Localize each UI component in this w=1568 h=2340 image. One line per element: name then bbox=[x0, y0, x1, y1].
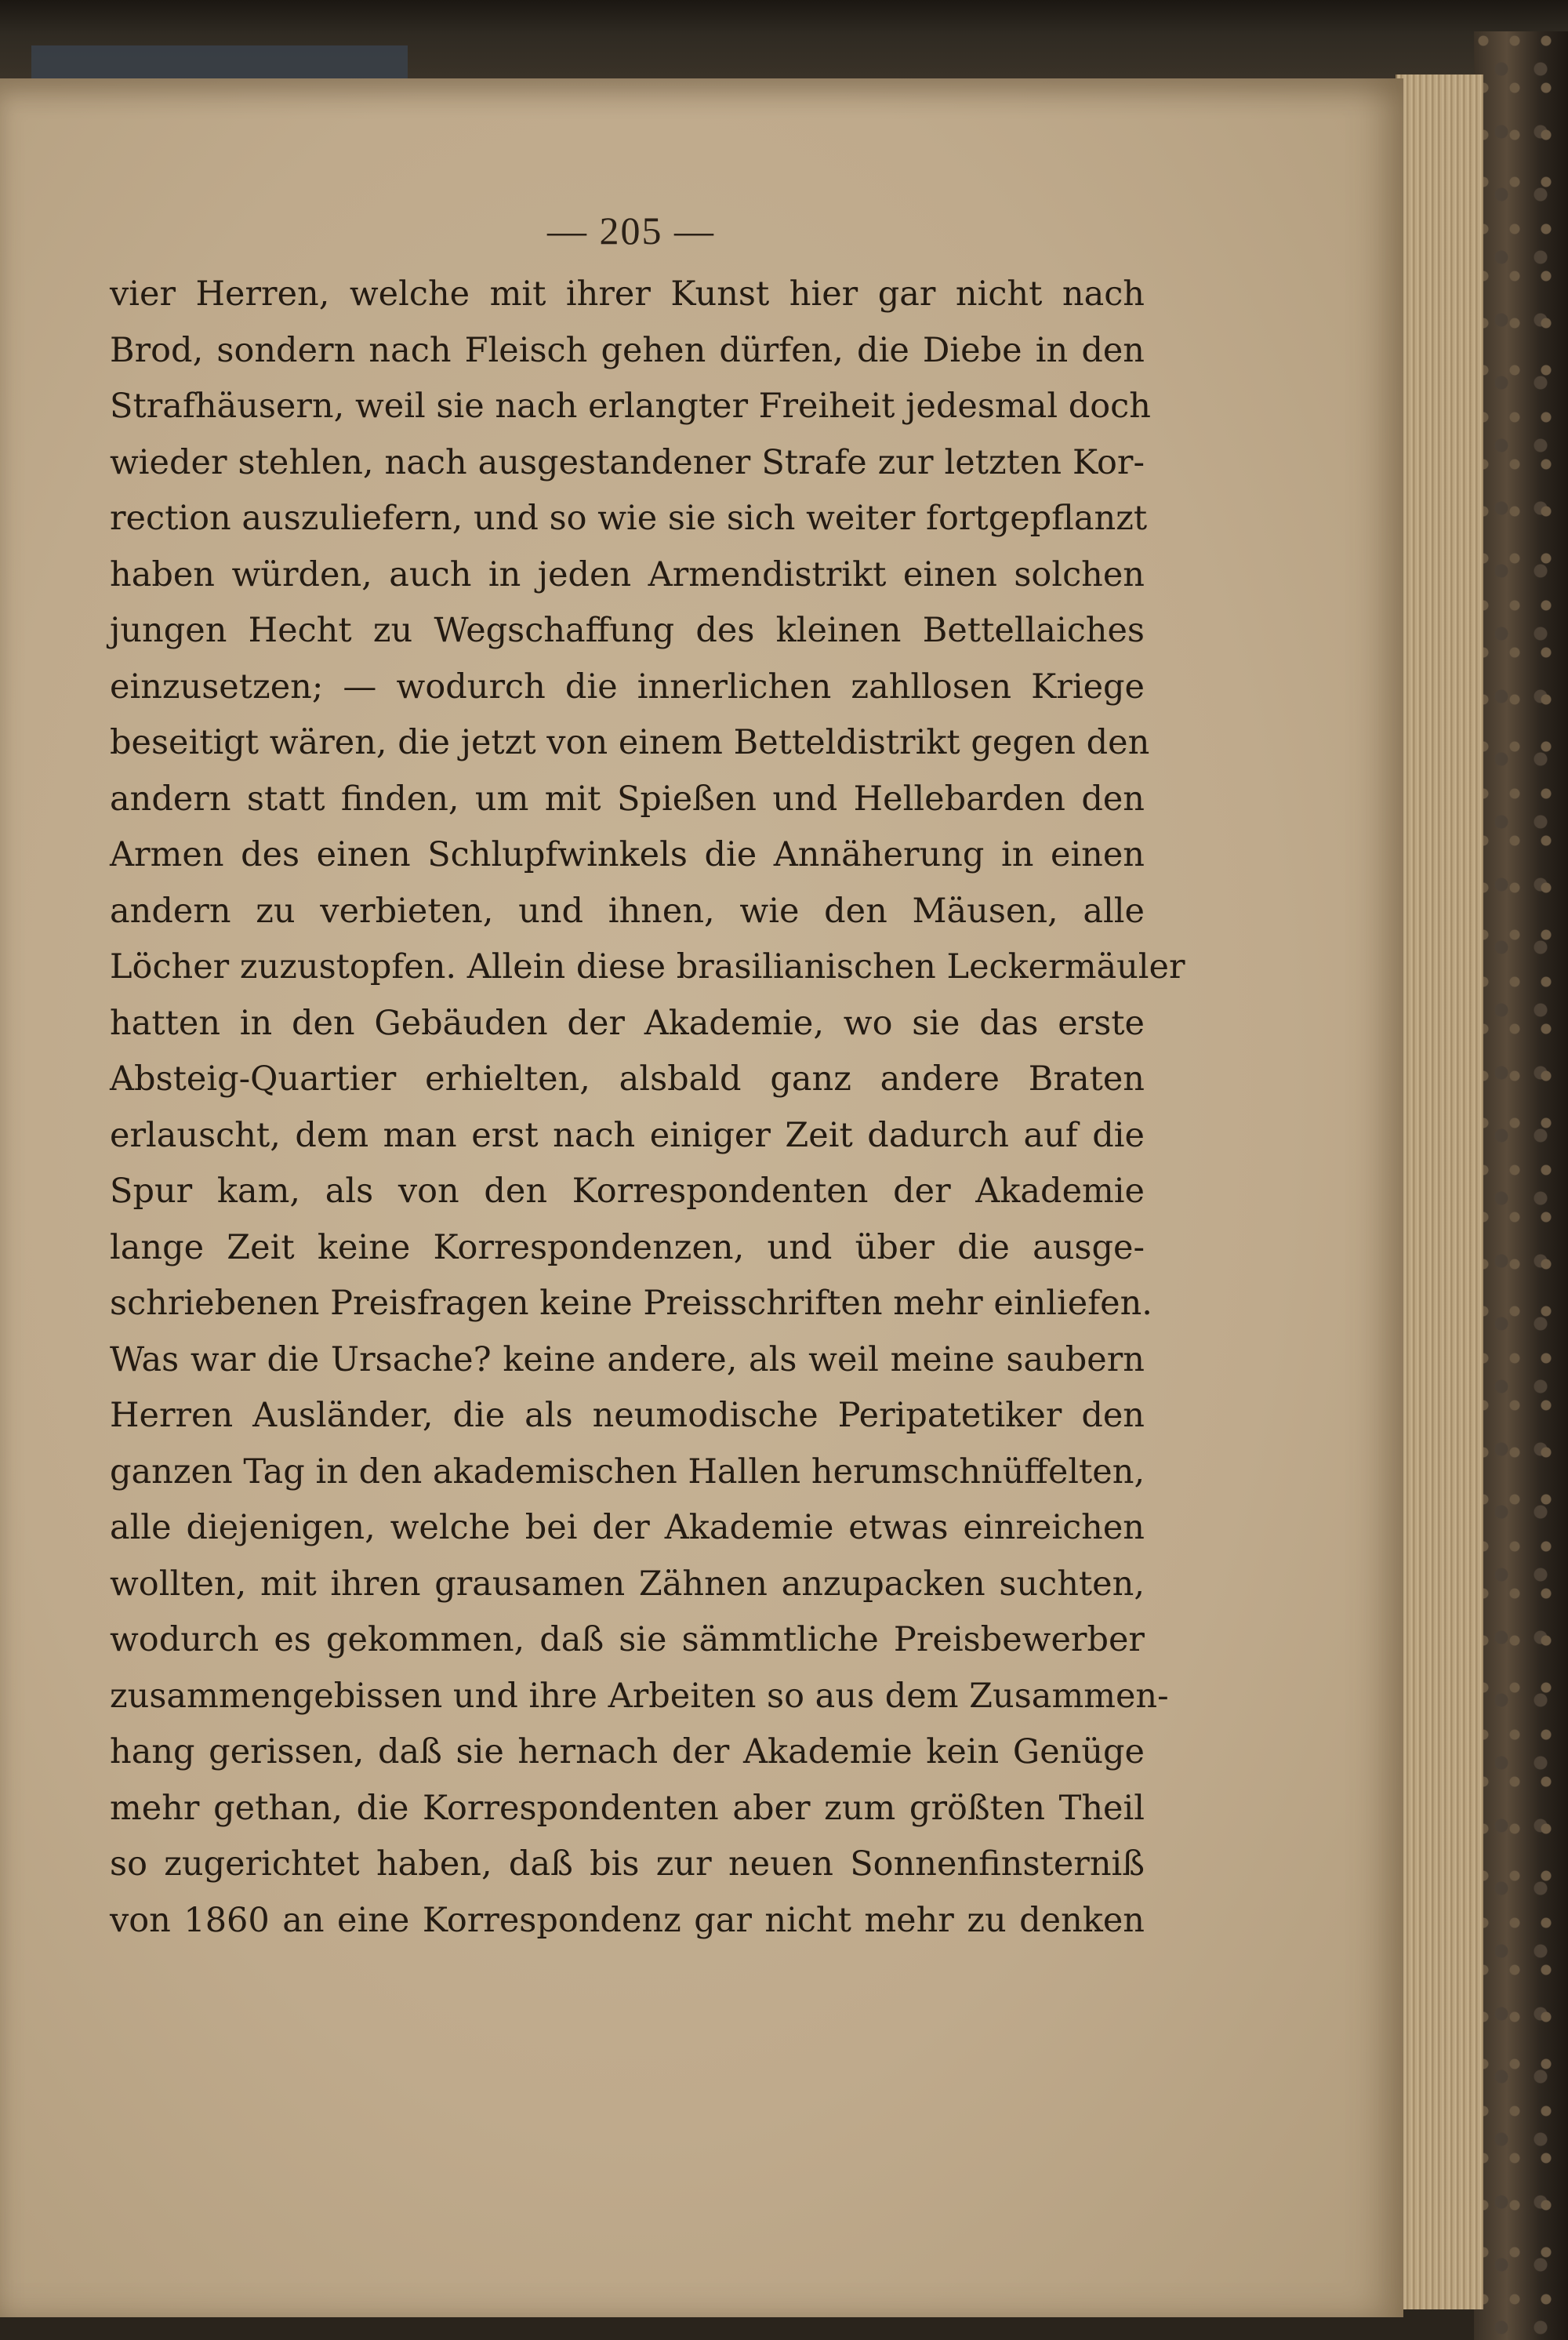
text-line: einzusetzen; — wodurch die innerlichen zahllosen Kriege bbox=[110, 667, 1145, 707]
page-edges bbox=[1396, 74, 1483, 2309]
text-line: Was war die Ursache? keine andere, als weil meine saubern bbox=[110, 1339, 1145, 1379]
text-line: mehr gethan, die Korrespondenten aber zum größten Theil bbox=[110, 1788, 1145, 1828]
text-line: vier Herren, welche mit ihrer Kunst hier gar nicht nach bbox=[110, 274, 1145, 314]
text-line: Strafhäusern, weil sie nach erlangter Freiheit jedesmal doch bbox=[110, 387, 1151, 426]
cover-spine-band bbox=[31, 45, 408, 80]
book-page bbox=[0, 78, 1403, 2317]
text-line: schriebenen Preisfragen keine Preisschriften mehr einliefen. bbox=[110, 1284, 1152, 1323]
text-line: Löcher zuzustopfen. Allein diese brasilianischen Leckermäuler bbox=[110, 947, 1185, 987]
body-text bbox=[110, 267, 1185, 1949]
text-line: wieder stehlen, nach ausgestandener Strafe zur letzten Kor- bbox=[110, 442, 1145, 482]
text-line: Herren Ausländer, die als neumodische Peripatetiker den bbox=[110, 1396, 1145, 1435]
text-line: wodurch es gekommen, daß sie sämmtliche Preisbewerber bbox=[110, 1620, 1145, 1659]
text-line: lange Zeit keine Korrespondenzen, und über die ausge- bbox=[110, 1227, 1145, 1267]
book-cover-top bbox=[0, 0, 1568, 86]
text-line: Absteig-Quartier erhielten, alsbald ganz andere Braten bbox=[110, 1059, 1145, 1099]
page-number: — 205 — bbox=[547, 209, 715, 253]
text-line: von 1860 an eine Korrespondenz gar nicht mehr zu denken bbox=[110, 1900, 1145, 1940]
text-line: andern zu verbieten, und ihnen, wie den Mäusen, alle bbox=[110, 891, 1145, 931]
text-line: hang gerissen, daß sie hernach der Akademie kein Genüge bbox=[110, 1732, 1145, 1771]
text-line: so zugerichtet haben, daß bis zur neuen Sonnenfinsterniß bbox=[110, 1844, 1145, 1884]
book-cover-right-edge bbox=[1474, 31, 1568, 2340]
text-line: hatten in den Gebäuden der Akademie, wo sie das erste bbox=[110, 1003, 1145, 1043]
text-line: Armen des einen Schlupfwinkels die Annäherung in einen bbox=[110, 835, 1145, 874]
text-line: beseitigt wären, die jetzt von einem Betteldistrikt gegen den bbox=[110, 723, 1150, 762]
text-line: haben würden, auch in jeden Armendistrikt einen solchen bbox=[110, 554, 1145, 594]
text-line: alle diejenigen, welche bei der Akademie etwas einreichen bbox=[110, 1508, 1145, 1547]
text-line: andern statt finden, um mit Spießen und Hellebarden den bbox=[110, 779, 1145, 819]
text-line: rection auszuliefern, und so wie sie sich weiter fortgepflanzt bbox=[110, 499, 1148, 538]
text-line: zusammengebissen und ihre Arbeiten so aus dem Zusammen- bbox=[110, 1676, 1169, 1716]
text-line: ganzen Tag in den akademischen Hallen herumschnüffelten, bbox=[110, 1452, 1145, 1492]
text-line: erlauscht, dem man erst nach einiger Zeit dadurch auf die bbox=[110, 1115, 1145, 1155]
text-line: jungen Hecht zu Wegschaffung des kleinen Bettellaiches bbox=[110, 611, 1145, 650]
text-line: Spur kam, als von den Korrespondenten der Akademie bbox=[110, 1172, 1145, 1211]
text-line: wollten, mit ihren grausamen Zähnen anzupacken suchten, bbox=[110, 1564, 1145, 1604]
text-line: Brod, sondern nach Fleisch gehen dürfen, die Diebe in den bbox=[110, 330, 1145, 370]
